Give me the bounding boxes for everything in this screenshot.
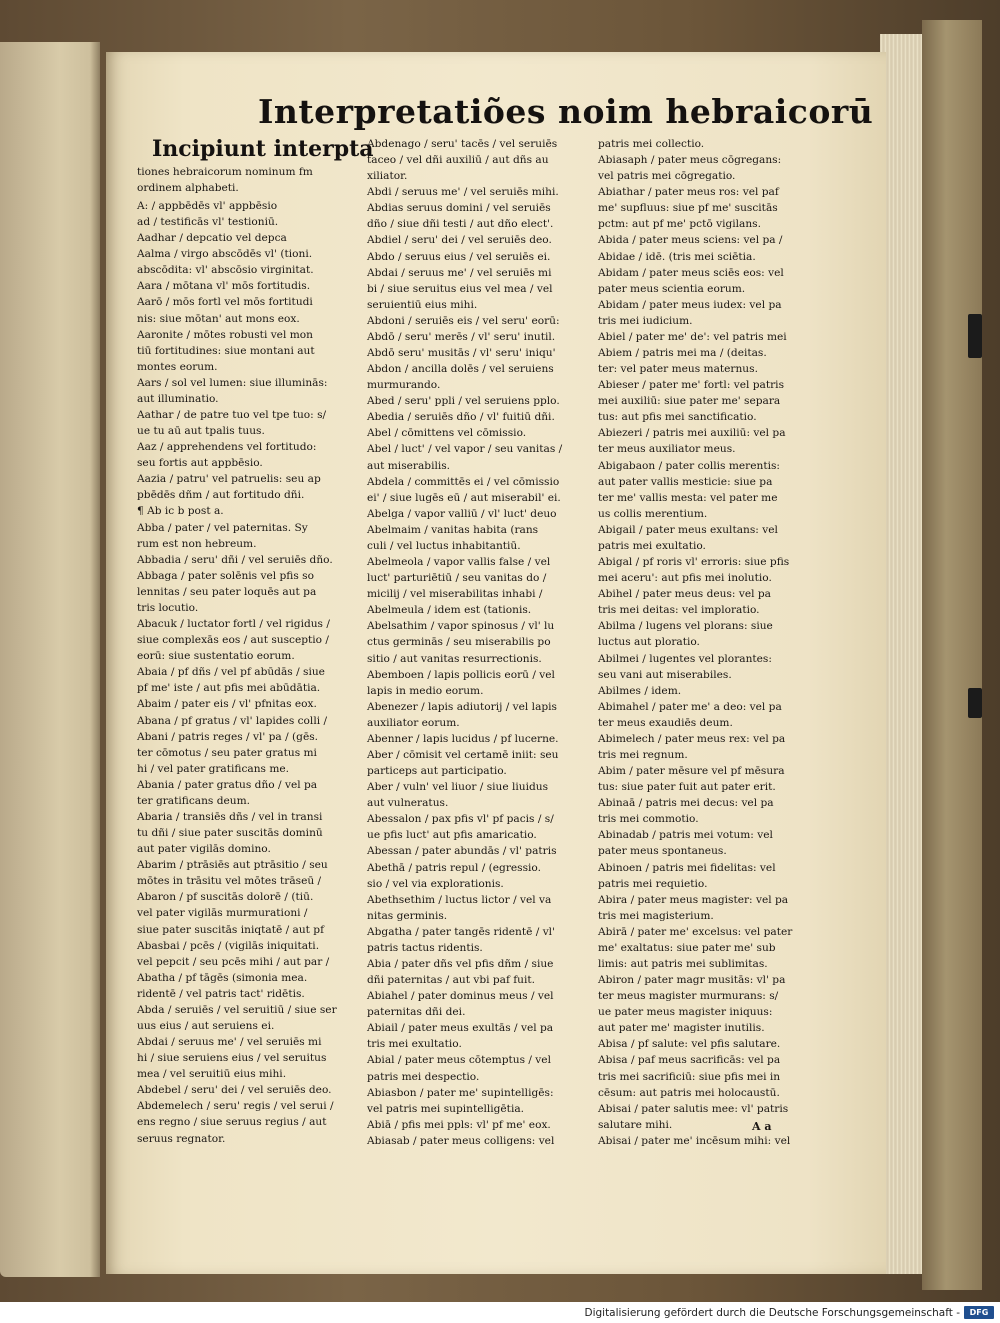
- entry-line: Aaz / apprehendens vel fortitudo:: [137, 441, 317, 454]
- entry-line: uus eius / aut seruiens ei.: [137, 1019, 275, 1032]
- entry-line: culi / vel luctus inhabitantiū.: [367, 539, 521, 552]
- entry-line: Abida / pater meus sciens: vel pa /: [598, 234, 783, 247]
- entry-line: Abilmei / lugentes vel plorantes:: [598, 652, 772, 665]
- entry-line: paternitas dñi dei.: [367, 1006, 466, 1019]
- entry-line: pctm: aut pf me' pctō vigilans.: [598, 218, 761, 231]
- entry-line: Abaim / pater eis / vl' pfnitas eox.: [137, 698, 317, 711]
- entry-line: Abethsethim / luctus lictor / vel va: [367, 893, 552, 906]
- entry-line: Abilmes / idem.: [598, 684, 682, 697]
- entry-line: Abiail / pater meus exultās / vel pa: [367, 1022, 554, 1035]
- entry-line: mōtes in trāsitu vel mōtes trāseū /: [137, 875, 322, 888]
- footer-credit: Digitalisierung gefördert durch die Deutsche Forschungsgemeinschaft -: [584, 1307, 960, 1319]
- entry-line: Abim / pater mēsure vel pf mēsura: [598, 765, 785, 778]
- entry-line: Abelmaim / vanitas habita (rans: [367, 523, 539, 536]
- entry-line: me' exaltatus: siue pater me' sub: [598, 941, 776, 954]
- entry-line: ue pfis luct' aut pfis amaricatio.: [367, 829, 537, 842]
- entry-line: patris mei collectio.: [598, 138, 705, 150]
- entry-line: Abarim / ptrāsiēs aut ptrāsitio / seu: [137, 859, 328, 872]
- entry-line: Aadhar / depcatio vel depca: [137, 232, 287, 245]
- entry-line: Abdon / ancilla dolēs / vel seruiens: [367, 363, 554, 376]
- entry-line: Abisa / pf salute: vel pfis salutare.: [598, 1038, 781, 1051]
- entry-line: sio / vel via explorationis.: [367, 877, 504, 890]
- entry-line: ter: vel pater meus maternus.: [598, 363, 758, 376]
- entry-line: vel pater vigilās murmurationi /: [137, 907, 308, 920]
- running-header: Interpretatiões noim hebraicorū: [258, 92, 874, 131]
- entry-line: Abana / pf gratus / vl' lapides colli /: [137, 714, 328, 727]
- entry-line: micilij / vel miserabilitas inhabi /: [367, 588, 543, 601]
- entry-line: Abidam / pater meus sciēs eos: vel: [598, 266, 784, 279]
- entry-line: Abessalon / pax pfis vl' pf pacis / s/: [367, 813, 554, 826]
- entry-line: eorū: siue sustentatio eorum.: [137, 650, 295, 663]
- entry-line: siue pater suscitās iniqtatē / aut pf: [137, 923, 324, 936]
- entry-line: pater meus scientia eorum.: [598, 282, 746, 295]
- entry-line: Abdenago / seru' tacēs / vel seruiēs: [367, 138, 558, 150]
- entry-line: xiliator.: [367, 170, 408, 183]
- entry-line: Aber / cōmisit vel certamē iniit: seu: [367, 748, 559, 761]
- entry-line: Abinaā / patris mei decus: vel pa: [598, 797, 774, 810]
- entry-line: ue tu aū aut tpalis tuus.: [137, 425, 265, 438]
- entry-line: salutare mihi.: [598, 1118, 673, 1131]
- entry-line: tiū fortitudines: siue montani aut: [137, 344, 315, 357]
- entry-line: Abihel / pater meus deus: vel pa: [598, 588, 771, 601]
- entry-line: Aazia / patru' vel patruelis: seu ap: [137, 473, 321, 486]
- entry-line: Aarō / mōs fortl vel mōs fortitudi: [137, 296, 313, 309]
- entry-line: Abatha / pf tāgēs (simonia mea.: [137, 971, 308, 984]
- signature-mark: A a: [752, 1120, 772, 1133]
- entry-line: abscōdita: vl' abscōsio virginitat.: [137, 264, 314, 277]
- entry-line: seruientiū eius mihi.: [367, 298, 478, 311]
- entry-line: Abisai / pater me' incēsum mihi: vel: [598, 1134, 791, 1147]
- entry-line: Abial / pater meus cōtemptus / vel: [367, 1054, 551, 1067]
- section-subheading-2: ordinem alphabeti.: [137, 182, 239, 194]
- entry-line: Abani / patris reges / vl' pa / (gēs.: [137, 730, 319, 743]
- entry-line: Abiem / patris mei ma / (deitas.: [598, 347, 767, 360]
- entry-line: Abaria / transiēs dñs / vel in transi: [137, 810, 323, 823]
- entry-line: tus: siue pater fuit aut pater erit.: [598, 781, 776, 794]
- entry-line: tris mei regnum.: [598, 748, 688, 761]
- entry-line: ter meus exaudiēs deum.: [598, 716, 733, 729]
- entry-line: Abdiel / seru' dei / vel seruiēs deo.: [367, 234, 552, 247]
- entry-line: Abdō / seru' merēs / vl' seru' inutil.: [367, 330, 556, 343]
- entry-line: seu fortis aut appbēsio.: [137, 457, 263, 470]
- column-2: [367, 136, 599, 1147]
- entry-line: mei aceru': aut pfis mei inolutio.: [598, 572, 772, 585]
- entry-line: Abimelech / pater meus rex: vel pa: [598, 732, 786, 745]
- entry-line: Abelga / vapor valliū / vl' luct' deuo: [367, 507, 557, 520]
- page-edges: [880, 34, 922, 1274]
- entry-line: ei' / siue lugēs eū / aut miserabil' ei.: [367, 491, 561, 504]
- entry-line: vel patris mei supintelligētia.: [367, 1102, 525, 1115]
- entry-line: ter meus auxiliator meus.: [598, 443, 736, 456]
- entry-line: Abiasbon / pater me' supintelligēs:: [367, 1086, 554, 1099]
- entry-line: patris tactus ridentis.: [367, 941, 483, 954]
- entry-line: ridentē / vel patris tact' ridētis.: [137, 987, 305, 1000]
- entry-line: tris mei sacrificiū: siue pfis mei in: [598, 1070, 781, 1083]
- entry-line: auxiliator eorum.: [367, 716, 460, 729]
- entry-line: ue pater meus magister iniquus:: [598, 1006, 773, 1019]
- entry-line: lennitas / seu pater loquēs aut pa: [137, 585, 317, 598]
- entry-line: tris mei deitas: vel imploratio.: [598, 604, 760, 617]
- entry-line: me' supfluus: siue pf me' suscitās: [598, 202, 778, 215]
- entry-line: ter me' vallis mesta: vel pater me: [598, 491, 778, 504]
- entry-line: Abisa / paf meus sacrificās: vel pa: [598, 1054, 781, 1067]
- entry-line: lapis in medio eorum.: [367, 684, 484, 697]
- entry-line: hi / vel pater gratificans me.: [137, 762, 290, 775]
- entry-line: Abigabaon / pater collis merentis:: [598, 459, 780, 472]
- dfg-logo: DFG: [964, 1306, 994, 1319]
- entry-line: dñi paternitas / aut vbi paf fuit.: [367, 974, 535, 987]
- entry-line: Abirā / pater me' excelsus: vel pater: [598, 925, 793, 938]
- entry-line: patris mei requietio.: [598, 877, 708, 890]
- entry-line: Aalma / virgo abscōdēs vl' (tioni.: [137, 248, 313, 261]
- entry-line: sitio / aut vanitas resurrectionis.: [367, 652, 542, 665]
- entry-line: pater meus spontaneus.: [598, 845, 727, 858]
- entry-line: luct' parturiētiū / seu vanitas do /: [367, 572, 547, 585]
- entry-line: bi / siue seruitus eius vel mea / vel: [367, 282, 553, 295]
- entry-line: Abel / luct' / vel vapor / seu vanitas /: [367, 443, 563, 456]
- entry-line: Abania / pater gratus dño / vel pa: [137, 778, 318, 791]
- entry-line: Abisai / pater salutis mee: vl' patris: [598, 1102, 789, 1115]
- column-3: [598, 136, 830, 1147]
- entry-line: Abiasaph / pater meus cōgregans:: [598, 154, 782, 167]
- entry-line: patris mei despectio.: [367, 1070, 480, 1083]
- entry-line: Abdi / seruus me' / vel seruiēs mihi.: [367, 186, 559, 199]
- entry-line: seruus regnator.: [137, 1132, 226, 1145]
- entry-line: Abethā / patris repul / (egressio.: [367, 861, 541, 874]
- entry-line: aut illuminatio.: [137, 392, 219, 405]
- entry-line: tris mei commotio.: [598, 813, 699, 826]
- entry-line: Abaron / pf suscitās dolorē / (tiū.: [137, 891, 314, 904]
- entry-line: Abgatha / pater tangēs ridentē / vl': [367, 925, 555, 938]
- bookmark-tab: [968, 314, 982, 358]
- entry-line: Abelmeola / vapor vallis false / vel: [367, 556, 551, 569]
- bookmark-tab-lower: [968, 688, 982, 718]
- entry-line: tris locutio.: [137, 601, 199, 614]
- entry-line: Aathar / de patre tuo vel tpe tuo: s/: [137, 409, 327, 422]
- entry-line: Abba / pater / vel paternitas. Sy: [137, 521, 308, 534]
- entry-line: patris mei exultatio.: [598, 539, 706, 552]
- entry-line: Abed / seru' ppli / vel seruiens pplo.: [367, 395, 560, 408]
- entry-line: Abdoni / seruiēs eis / vel seru' eorū:: [367, 314, 560, 327]
- entry-line: vel patris mei cōgregatio.: [598, 170, 736, 183]
- right-board: [922, 20, 982, 1290]
- entry-line: hi / siue seruiens eius / vel seruitus: [137, 1052, 327, 1065]
- entry-line: ter gratificans deum.: [137, 794, 250, 807]
- entry-line: Abda / seruiēs / vel seruitiū / siue ser: [137, 1003, 337, 1016]
- entry-line: Abemboen / lapis pollicis eorū / vel: [367, 668, 555, 681]
- entry-line: Abidae / idē. (tris mei sciētia.: [598, 250, 756, 263]
- left-page-edge: [0, 42, 100, 1277]
- entry-line: Abdias seruus domini / vel seruiēs: [367, 202, 551, 215]
- entry-line: Abinoen / patris mei fidelitas: vel: [598, 861, 776, 874]
- entry-line: aut miserabilis.: [367, 459, 451, 472]
- entry-line: Abigail / pater meus exultans: vel: [598, 523, 778, 536]
- entry-line: taceo / vel dñi auxiliū / aut dñs au: [367, 154, 549, 167]
- footer-bar: [0, 1302, 1000, 1323]
- entry-line: particeps aut participatio.: [367, 765, 507, 778]
- entry-line: Abasbai / pcēs / (vigilās iniquitati.: [137, 939, 320, 952]
- entry-line: limis: aut patris mei sublimitas.: [598, 957, 768, 970]
- entry-line: pbēdēs dñm / aut fortitudo dñi.: [137, 489, 305, 502]
- entry-line: Aara / mōtana vl' mōs fortitudis.: [137, 280, 311, 293]
- entry-line: nitas germinis.: [367, 909, 448, 922]
- entry-line: luctus aut ploratio.: [598, 636, 700, 649]
- entry-line: cēsum: aut patris mei holocaustū.: [598, 1086, 780, 1099]
- entry-line: Abelmeula / idem est (tationis.: [367, 604, 532, 617]
- entry-line: Abimahel / pater me' a deo: vel pa: [598, 700, 782, 713]
- column-1: [137, 198, 369, 1145]
- entry-line: mei auxiliū: siue pater me' separa: [598, 395, 781, 408]
- entry-line: Abelsathim / vapor spinosus / vl' lu: [367, 620, 555, 633]
- entry-line: tris mei iudicium.: [598, 314, 693, 327]
- entry-line: Aber / vuln' vel liuor / siue liuidus: [367, 781, 549, 794]
- entry-line: tris mei exultatio.: [367, 1038, 462, 1051]
- entry-line: Abbadia / seru' dñi / vel seruiēs dño.: [137, 553, 333, 566]
- entry-line: mea / vel seruitiū eius mihi.: [137, 1068, 287, 1081]
- entry-line: Aaronite / mōtes robusti vel mon: [137, 328, 313, 341]
- entry-line: ter cōmotus / seu pater gratus mi: [137, 746, 317, 759]
- entry-line: siue complexās eos / aut susceptio /: [137, 634, 329, 647]
- entry-line: Abedia / seruiēs dño / vl' fuitiū dñi.: [367, 411, 555, 424]
- section-subheading-1: tiones hebraicorum nominum fm: [137, 166, 313, 178]
- entry-line: pf me' iste / aut pfis mei abūdātia.: [137, 682, 321, 695]
- entry-line: Abiron / pater magr musitās: vl' pa: [598, 974, 786, 987]
- section-heading: Incipiunt interpta: [152, 136, 374, 162]
- entry-line: seu vani aut miserabiles.: [598, 668, 732, 681]
- entry-line: Abenezer / lapis adiutorij / vel lapis: [367, 700, 557, 713]
- entry-line: tris mei magisterium.: [598, 909, 714, 922]
- entry-line: Abiā / pfis mei ppls: vl' pf me' eox.: [367, 1118, 551, 1131]
- entry-line: ter meus magister murmurans: s/: [598, 990, 779, 1003]
- entry-line: Abiahel / pater dominus meus / vel: [367, 990, 554, 1003]
- entry-line: Abdo / seruus eius / vel seruiēs ei.: [367, 250, 551, 263]
- entry-line: Abaia / pf dñs / vel pf abūdās / siue: [137, 666, 325, 679]
- entry-line: Abacuk / luctator fortl / vel rigidus /: [137, 618, 330, 631]
- entry-line: Abdai / seruus me' / vel seruiēs mi: [367, 266, 552, 279]
- entry-line: us collis merentium.: [598, 507, 708, 520]
- entry-line: ad / testificās vl' testioniū.: [137, 216, 279, 229]
- entry-line: nis: siue mōtan' aut mons eox.: [137, 312, 300, 325]
- entry-line: tu dñi / siue pater suscitās dominū: [137, 827, 323, 840]
- entry-line: Abigal / pf roris vl' erroris: siue pfis: [598, 556, 790, 569]
- entry-line: ens regno / siue seruus regius / aut: [137, 1116, 327, 1129]
- entry-line: Abiezeri / patris mei auxiliū: vel pa: [598, 427, 786, 440]
- entry-line: Abinadab / patris mei votum: vel: [598, 829, 773, 842]
- entry-line: Abel / cōmittens vel cōmissio.: [367, 427, 527, 440]
- entry-line: Abia / pater dñs vel pfis dñm / siue: [367, 957, 554, 970]
- entry-line: Abiel / pater me' de': vel patris mei: [598, 330, 787, 343]
- entry-line: murmurando.: [367, 379, 441, 392]
- entry-line: ctus germinās / seu miserabilis po: [367, 636, 551, 649]
- entry-line: Abieser / pater me' fortl: vel patris: [598, 379, 785, 392]
- entry-line: vel pepcit / seu pcēs mihi / aut par /: [137, 955, 330, 968]
- entry-line: aut pater vallis mesticie: siue pa: [598, 475, 773, 488]
- entry-line: rum est non hebreum.: [137, 537, 257, 550]
- entry-line: ¶ Ab ic b post a.: [137, 505, 224, 518]
- entry-line: Abdai / seruus me' / vel seruiēs mi: [137, 1036, 322, 1049]
- entry-line: Abdemelech / seru' regis / vel serui /: [137, 1100, 334, 1113]
- entry-line: Abira / pater meus magister: vel pa: [598, 893, 789, 906]
- entry-line: Abbaga / pater solēnis vel pfis so: [137, 569, 314, 582]
- entry-line: tus: aut pfis mei sanctificatio.: [598, 411, 757, 424]
- entry-line: Abidam / pater meus iudex: vel pa: [598, 298, 782, 311]
- entry-line: Abessan / pater abundās / vl' patris: [367, 845, 557, 858]
- entry-line: Abiasab / pater meus colligens: vel: [367, 1134, 555, 1147]
- entry-line: A: / appbēdēs vl' appbēsio: [137, 200, 278, 212]
- entry-line: dño / siue dñi testi / aut dño elect'.: [367, 218, 554, 231]
- entry-line: Abdela / committēs ei / vel cōmissio: [367, 475, 560, 488]
- entry-line: Abdō seru' musitās / vl' seru' iniqu': [367, 347, 556, 360]
- entry-line: aut pater me' magister inutilis.: [598, 1022, 765, 1035]
- entry-line: Aars / sol vel lumen: siue illuminās:: [137, 376, 328, 389]
- entry-line: Abilma / lugens vel plorans: siue: [598, 620, 773, 633]
- entry-line: montes eorum.: [137, 360, 218, 373]
- entry-line: Abdebel / seru' dei / vel seruiēs deo.: [137, 1084, 332, 1097]
- entry-line: Abenner / lapis lucidus / pf lucerne.: [367, 732, 559, 745]
- entry-line: aut vulneratus.: [367, 797, 449, 810]
- entry-line: aut pater vigilās domino.: [137, 843, 271, 856]
- entry-line: Abiathar / pater meus ros: vel paf: [598, 186, 779, 199]
